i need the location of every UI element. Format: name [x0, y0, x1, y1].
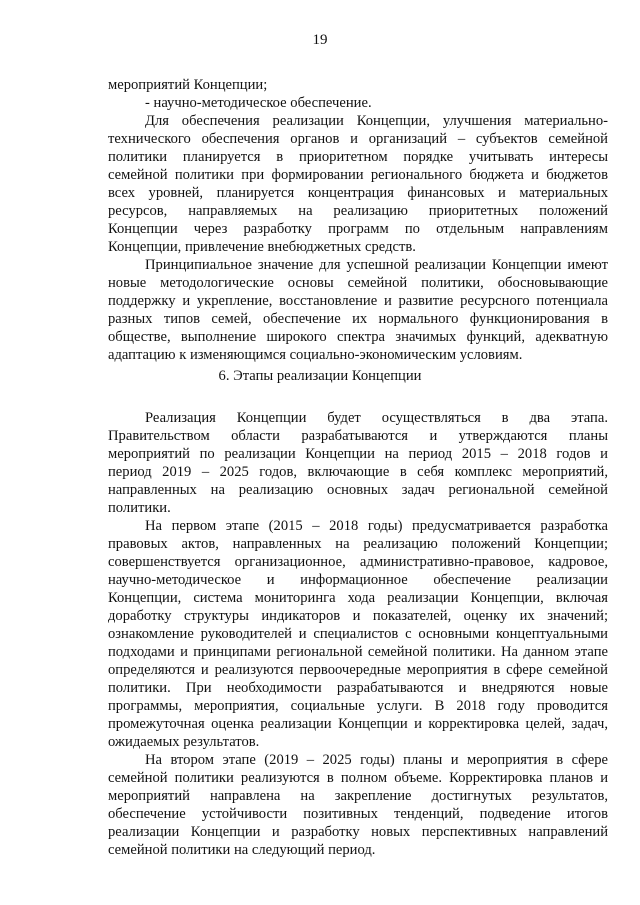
- text-line: - научно-методическое обеспечение.: [145, 95, 372, 111]
- section-heading: 6. Этапы реализации Концепции: [218, 368, 422, 384]
- text-line: определяются и реализуются первоочередные мероприятия в сфере семейной: [108, 662, 608, 678]
- text-line: разных типов семей, обеспечение их нормального функционирования в: [108, 311, 608, 327]
- text-line: Принципиальное значение для успешной реализации Концепции имеют: [145, 257, 608, 273]
- text-line: мероприятий по реализации Концепции на период 2015 – 2018 годов и: [108, 446, 608, 462]
- text-line: направленных на реализацию основных задач региональной семейной: [108, 482, 608, 498]
- text-line: поддержку и укрепление, восстановление и развитие ресурсного потенциала: [108, 293, 608, 309]
- text-line: ожидаемых результатов.: [108, 734, 260, 750]
- text-line: доработку структуры индикаторов и показателей, оценку их значений;: [108, 608, 608, 624]
- text-line: политики.: [108, 500, 171, 516]
- page-number: 19: [312, 32, 328, 48]
- text-line: совершенствуется организационное, административно-правовое, кадровое,: [108, 554, 608, 570]
- text-line: реализации Концепции и разработку новых перспективных направлений: [108, 824, 608, 840]
- text-line: Концепции через разработку программ по отдельным направлениям: [108, 221, 608, 237]
- text-line: период 2019 – 2025 годов, включающие в себя комплекс мероприятий,: [108, 464, 608, 480]
- text-line: всех уровней, планируется концентрация финансовых и материальных: [108, 185, 608, 201]
- text-line: политики. При необходимости разрабатываются и внедряются новые: [108, 680, 608, 696]
- text-line: адаптацию к изменяющимся социально-экономическим условиям.: [108, 347, 523, 363]
- text-line: семейной политики на следующий период.: [108, 842, 376, 858]
- text-line: научно-методическое и информационное обеспечение реализации: [108, 572, 608, 588]
- text-line: обеспечение устойчивости позитивных тенденций, подведение итогов: [108, 806, 608, 822]
- text-line: подходами и принципами региональной семейной политики. На данном этапе: [108, 644, 608, 660]
- text-line: правовых актов, направленных на реализацию положений Концепции;: [108, 536, 608, 552]
- text-line: ресурсов, направляемых на реализацию приоритетных положений: [108, 203, 608, 219]
- text-line: мероприятий Концепции;: [108, 77, 268, 93]
- text-line: семейной политики при формировании регионального бюджета и бюджетов: [108, 167, 608, 183]
- text-line: политики планируется в приоритетном порядке учитывать интересы: [108, 149, 608, 165]
- text-line: Концепции, система мониторинга хода реализации Концепции, включая: [108, 590, 608, 606]
- text-line: На втором этапе (2019 – 2025 годы) планы и мероприятия в сфере: [145, 752, 608, 768]
- text-line: мероприятий направлена на закрепление достигнутых результатов,: [108, 788, 608, 804]
- text-line: новые методологические основы семейной политики, обосновывающие: [108, 275, 608, 291]
- text-line: ознакомление руководителей и специалистов с основными концептуальными: [108, 626, 608, 642]
- text-line: Правительством области разрабатываются и утверждаются планы: [108, 428, 608, 444]
- text-line: семейной политики реализуются в полном объеме. Корректировка планов и: [108, 770, 608, 786]
- text-line: технического обеспечения органов и организаций – субъектов семейной: [108, 131, 608, 147]
- text-line: Реализация Концепции будет осуществляться в два этапа.: [145, 410, 608, 426]
- text-line: На первом этапе (2015 – 2018 годы) предусматривается разработка: [145, 518, 608, 534]
- text-line: программы, мероприятия, социальные услуги. В 2018 году проводится: [108, 698, 608, 714]
- text-line: обществе, выполнение широкого спектра значимых функций, адекватную: [108, 329, 608, 345]
- text-line: Для обеспечения реализации Концепции, улучшения материально-: [145, 113, 608, 129]
- text-line: промежуточная оценка реализации Концепции и корректировка целей, задач,: [108, 716, 608, 732]
- text-line: Концепции, привлечение внебюджетных средств.: [108, 239, 416, 255]
